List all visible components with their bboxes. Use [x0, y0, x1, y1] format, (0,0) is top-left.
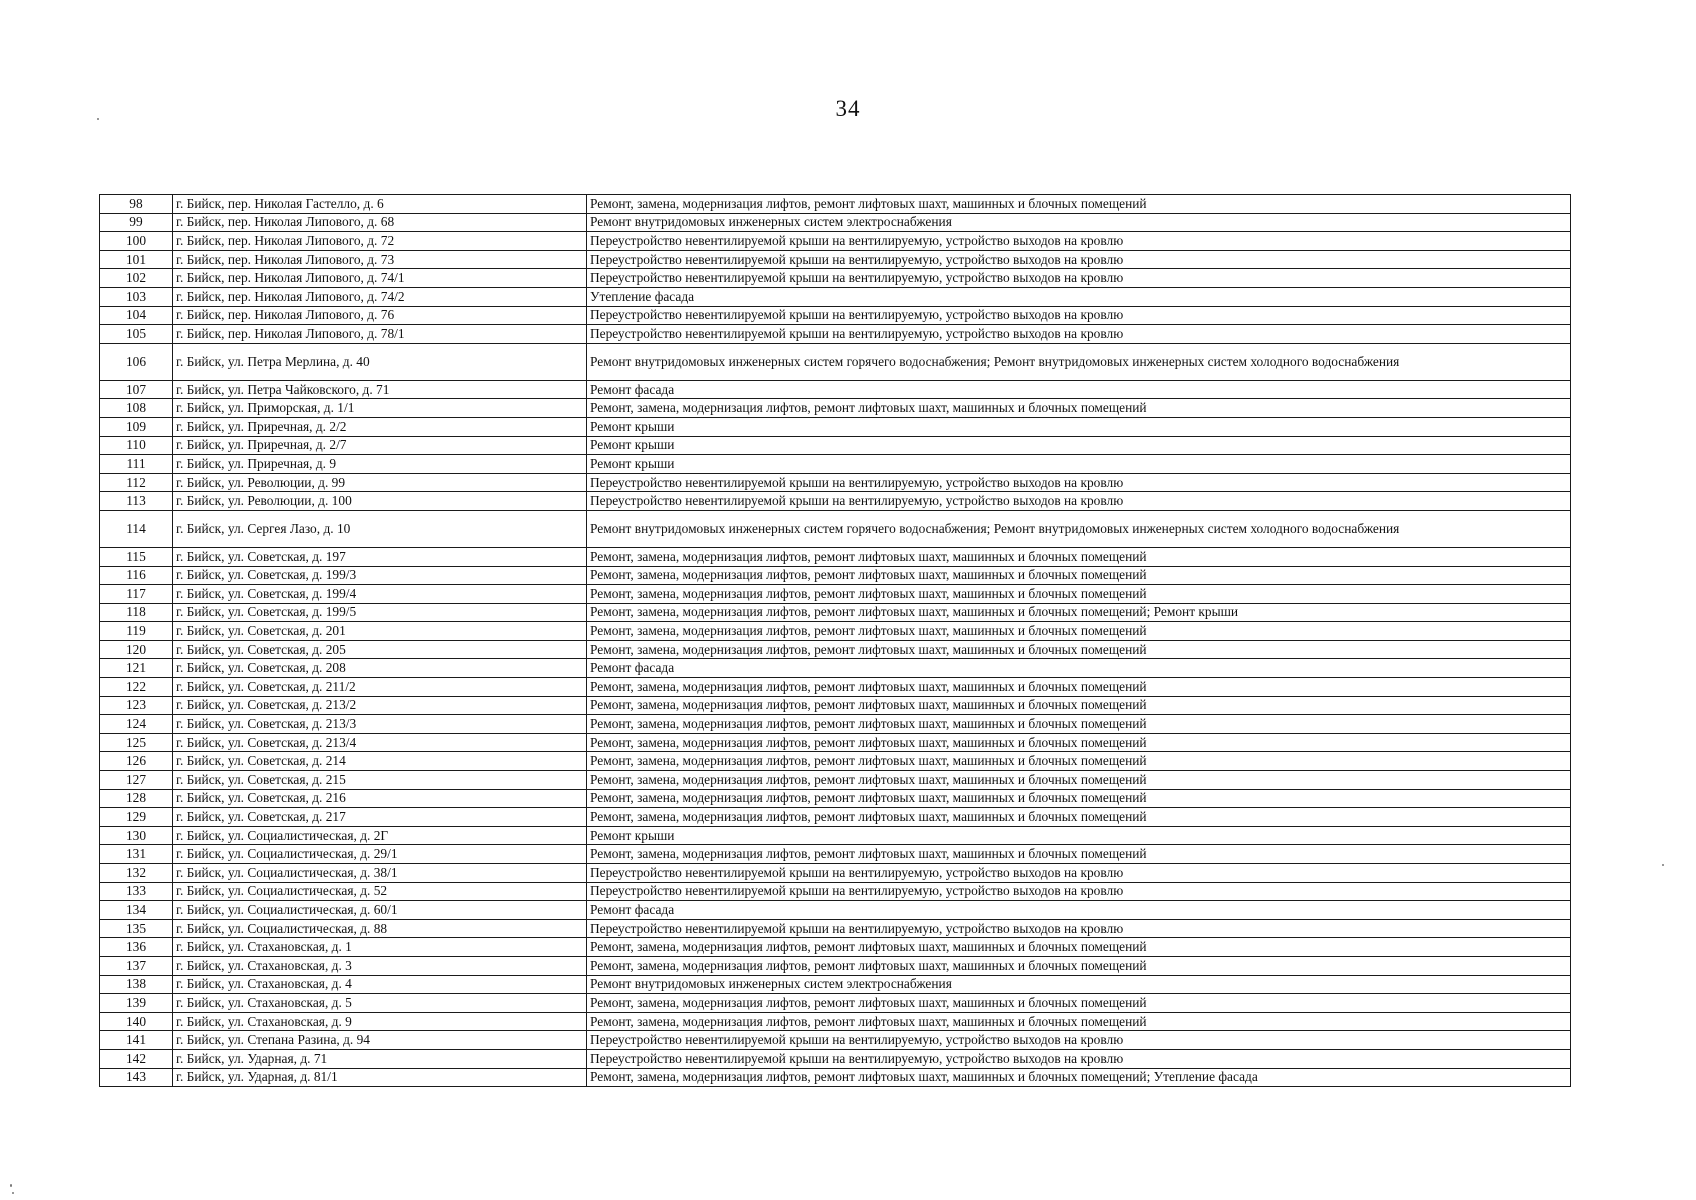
address-cell: г. Бийск, пер. Николая Липового, д. 73	[173, 250, 587, 269]
work-cell: Ремонт, замена, модернизация лифтов, ремонт лифтовых шахт, машинных и блочных помещений	[587, 622, 1571, 641]
table-row	[100, 325, 1571, 344]
table-body	[100, 195, 1571, 1087]
work-cell: Утепление фасада	[587, 287, 1571, 306]
table-row	[100, 715, 1571, 734]
table-row	[100, 975, 1571, 994]
table-row	[100, 269, 1571, 288]
table-row	[100, 938, 1571, 957]
table-row	[100, 994, 1571, 1013]
row-number: 118	[100, 603, 173, 622]
work-cell: Ремонт, замена, модернизация лифтов, ремонт лифтовых шахт, машинных и блочных помещений	[587, 752, 1571, 771]
table-row	[100, 901, 1571, 920]
work-cell: Ремонт, замена, модернизация лифтов, ремонт лифтовых шахт, машинных и блочных помещений; Ремонт крыши	[587, 603, 1571, 622]
work-cell: Ремонт, замена, модернизация лифтов, ремонт лифтовых шахт, машинных и блочных помещений	[587, 640, 1571, 659]
work-cell: Ремонт крыши	[587, 436, 1571, 455]
work-cell: Ремонт внутридомовых инженерных систем горячего водоснабжения; Ремонт внутридомовых инженерных систем холодного водоснабжения	[587, 510, 1571, 547]
table-row	[100, 1049, 1571, 1068]
row-number: 101	[100, 250, 173, 269]
work-cell: Ремонт фасада	[587, 901, 1571, 920]
address-cell: г. Бийск, пер. Николая Липового, д. 78/1	[173, 325, 587, 344]
address-cell: г. Бийск, пер. Николая Липового, д. 74/1	[173, 269, 587, 288]
table-row	[100, 399, 1571, 418]
address-cell: г. Бийск, ул. Советская, д. 199/4	[173, 585, 587, 604]
work-cell: Ремонт, замена, модернизация лифтов, ремонт лифтовых шахт, машинных и блочных помещений	[587, 771, 1571, 790]
work-cell: Ремонт, замена, модернизация лифтов, ремонт лифтовых шахт, машинных и блочных помещений; Утепление фасада	[587, 1068, 1571, 1087]
work-cell: Ремонт, замена, модернизация лифтов, ремонт лифтовых шахт, машинных и блочных помещений	[587, 808, 1571, 827]
address-cell: г. Бийск, пер. Николая Липового, д. 68	[173, 213, 587, 232]
work-cell: Ремонт, замена, модернизация лифтов, ремонт лифтовых шахт, машинных и блочных помещений	[587, 566, 1571, 585]
row-number: 131	[100, 845, 173, 864]
work-cell: Ремонт внутридомовых инженерных систем горячего водоснабжения; Ремонт внутридомовых инженерных систем холодного водоснабжения	[587, 343, 1571, 380]
table-row	[100, 343, 1571, 380]
table-row	[100, 1068, 1571, 1087]
row-number: 109	[100, 417, 173, 436]
address-cell: г. Бийск, ул. Стахановская, д. 1	[173, 938, 587, 957]
address-cell: г. Бийск, ул. Советская, д. 197	[173, 547, 587, 566]
row-number: 135	[100, 919, 173, 938]
work-cell: Ремонт, замена, модернизация лифтов, ремонт лифтовых шахт, машинных и блочных помещений	[587, 994, 1571, 1013]
work-cell: Переустройство невентилируемой крыши на вентилируемую, устройство выходов на кровлю	[587, 232, 1571, 251]
work-cell: Ремонт, замена, модернизация лифтов, ремонт лифтовых шахт, машинных и блочных помещений	[587, 789, 1571, 808]
table-row	[100, 808, 1571, 827]
row-number: 126	[100, 752, 173, 771]
address-cell: г. Бийск, ул. Советская, д. 211/2	[173, 678, 587, 697]
repair-table	[99, 194, 1571, 1087]
row-number: 102	[100, 269, 173, 288]
row-number: 100	[100, 232, 173, 251]
row-number: 123	[100, 696, 173, 715]
table-row	[100, 696, 1571, 715]
address-cell: г. Бийск, ул. Ударная, д. 81/1	[173, 1068, 587, 1087]
address-cell: г. Бийск, ул. Приречная, д. 2/7	[173, 436, 587, 455]
work-cell: Переустройство невентилируемой крыши на вентилируемую, устройство выходов на кровлю	[587, 1049, 1571, 1068]
work-cell: Ремонт внутридомовых инженерных систем электроснабжения	[587, 213, 1571, 232]
row-number: 124	[100, 715, 173, 734]
address-cell: г. Бийск, ул. Советская, д. 217	[173, 808, 587, 827]
row-number: 120	[100, 640, 173, 659]
address-cell: г. Бийск, пер. Николая Липового, д. 74/2	[173, 287, 587, 306]
row-number: 112	[100, 473, 173, 492]
table-row	[100, 417, 1571, 436]
address-cell: г. Бийск, ул. Стахановская, д. 4	[173, 975, 587, 994]
work-cell: Переустройство невентилируемой крыши на вентилируемую, устройство выходов на кровлю	[587, 492, 1571, 511]
address-cell: г. Бийск, ул. Советская, д. 208	[173, 659, 587, 678]
work-cell: Ремонт, замена, модернизация лифтов, ремонт лифтовых шахт, машинных и блочных помещений	[587, 399, 1571, 418]
table-row	[100, 547, 1571, 566]
address-cell: г. Бийск, ул. Советская, д. 199/3	[173, 566, 587, 585]
address-cell: г. Бийск, ул. Социалистическая, д. 60/1	[173, 901, 587, 920]
table-row	[100, 566, 1571, 585]
address-cell: г. Бийск, ул. Сергея Лазо, д. 10	[173, 510, 587, 547]
work-cell: Ремонт, замена, модернизация лифтов, ремонт лифтовых шахт, машинных и блочных помещений	[587, 547, 1571, 566]
work-cell: Ремонт, замена, модернизация лифтов, ремонт лифтовых шахт, машинных и блочных помещений	[587, 585, 1571, 604]
row-number: 121	[100, 659, 173, 678]
address-cell: г. Бийск, ул. Советская, д. 213/2	[173, 696, 587, 715]
row-number: 132	[100, 864, 173, 883]
row-number: 115	[100, 547, 173, 566]
table-row	[100, 380, 1571, 399]
row-number: 113	[100, 492, 173, 511]
row-number: 98	[100, 195, 173, 214]
address-cell: г. Бийск, ул. Социалистическая, д. 2Г	[173, 826, 587, 845]
row-number: 116	[100, 566, 173, 585]
address-cell: г. Бийск, ул. Революции, д. 99	[173, 473, 587, 492]
work-cell: Переустройство невентилируемой крыши на вентилируемую, устройство выходов на кровлю	[587, 269, 1571, 288]
table-row	[100, 232, 1571, 251]
address-cell: г. Бийск, ул. Приречная, д. 2/2	[173, 417, 587, 436]
work-cell: Переустройство невентилируемой крыши на вентилируемую, устройство выходов на кровлю	[587, 473, 1571, 492]
row-number: 139	[100, 994, 173, 1013]
table-row	[100, 845, 1571, 864]
address-cell: г. Бийск, ул. Приречная, д. 9	[173, 455, 587, 474]
table-row	[100, 473, 1571, 492]
address-cell: г. Бийск, пер. Николая Липового, д. 76	[173, 306, 587, 325]
table-row	[100, 510, 1571, 547]
row-number: 119	[100, 622, 173, 641]
address-cell: г. Бийск, ул. Советская, д. 205	[173, 640, 587, 659]
address-cell: г. Бийск, пер. Николая Гастелло, д. 6	[173, 195, 587, 214]
row-number: 117	[100, 585, 173, 604]
address-cell: г. Бийск, пер. Николая Липового, д. 72	[173, 232, 587, 251]
address-cell: г. Бийск, ул. Советская, д. 214	[173, 752, 587, 771]
table-row	[100, 640, 1571, 659]
work-cell: Ремонт внутридомовых инженерных систем электроснабжения	[587, 975, 1571, 994]
table-row	[100, 771, 1571, 790]
address-cell: г. Бийск, ул. Социалистическая, д. 29/1	[173, 845, 587, 864]
address-cell: г. Бийск, ул. Социалистическая, д. 52	[173, 882, 587, 901]
row-number: 143	[100, 1068, 173, 1087]
row-number: 105	[100, 325, 173, 344]
table-row	[100, 919, 1571, 938]
address-cell: г. Бийск, ул. Стахановская, д. 5	[173, 994, 587, 1013]
work-cell: Ремонт, замена, модернизация лифтов, ремонт лифтовых шахт, машинных и блочных помещений	[587, 845, 1571, 864]
work-cell: Переустройство невентилируемой крыши на вентилируемую, устройство выходов на кровлю	[587, 1031, 1571, 1050]
row-number: 108	[100, 399, 173, 418]
work-cell: Переустройство невентилируемой крыши на вентилируемую, устройство выходов на кровлю	[587, 882, 1571, 901]
table-row	[100, 306, 1571, 325]
repair-table-container	[99, 194, 1571, 1087]
table-row	[100, 864, 1571, 883]
table-row	[100, 436, 1571, 455]
table-row	[100, 455, 1571, 474]
row-number: 130	[100, 826, 173, 845]
work-cell: Ремонт, замена, модернизация лифтов, ремонт лифтовых шахт, машинных и блочных помещений	[587, 195, 1571, 214]
table-row	[100, 1012, 1571, 1031]
row-number: 129	[100, 808, 173, 827]
row-number: 127	[100, 771, 173, 790]
work-cell: Переустройство невентилируемой крыши на вентилируемую, устройство выходов на кровлю	[587, 919, 1571, 938]
address-cell: г. Бийск, ул. Советская, д. 213/4	[173, 733, 587, 752]
address-cell: г. Бийск, ул. Стахановская, д. 9	[173, 1012, 587, 1031]
table-row	[100, 733, 1571, 752]
table-row	[100, 752, 1571, 771]
address-cell: г. Бийск, ул. Стахановская, д. 3	[173, 956, 587, 975]
page-number: 34	[835, 96, 861, 121]
work-cell: Ремонт крыши	[587, 826, 1571, 845]
row-number: 137	[100, 956, 173, 975]
address-cell: г. Бийск, ул. Советская, д. 201	[173, 622, 587, 641]
work-cell: Ремонт фасада	[587, 659, 1571, 678]
table-row	[100, 585, 1571, 604]
work-cell: Ремонт крыши	[587, 455, 1571, 474]
address-cell: г. Бийск, ул. Советская, д. 216	[173, 789, 587, 808]
address-cell: г. Бийск, ул. Советская, д. 199/5	[173, 603, 587, 622]
row-number: 114	[100, 510, 173, 547]
scan-speck	[97, 118, 99, 120]
table-row	[100, 826, 1571, 845]
table-row	[100, 250, 1571, 269]
work-cell: Ремонт, замена, модернизация лифтов, ремонт лифтовых шахт, машинных и блочных помещений	[587, 1012, 1571, 1031]
row-number: 136	[100, 938, 173, 957]
address-cell: г. Бийск, ул. Социалистическая, д. 38/1	[173, 864, 587, 883]
address-cell: г. Бийск, ул. Советская, д. 213/3	[173, 715, 587, 734]
address-cell: г. Бийск, ул. Советская, д. 215	[173, 771, 587, 790]
address-cell: г. Бийск, ул. Петра Чайковского, д. 71	[173, 380, 587, 399]
row-number: 104	[100, 306, 173, 325]
table-row	[100, 213, 1571, 232]
row-number: 110	[100, 436, 173, 455]
table-row	[100, 492, 1571, 511]
table-row	[100, 1031, 1571, 1050]
table-row	[100, 287, 1571, 306]
address-cell: г. Бийск, ул. Петра Мерлина, д. 40	[173, 343, 587, 380]
work-cell: Переустройство невентилируемой крыши на вентилируемую, устройство выходов на кровлю	[587, 250, 1571, 269]
row-number: 125	[100, 733, 173, 752]
work-cell: Ремонт, замена, модернизация лифтов, ремонт лифтовых шахт, машинных и блочных помещений	[587, 715, 1571, 734]
row-number: 141	[100, 1031, 173, 1050]
row-number: 122	[100, 678, 173, 697]
table-row	[100, 789, 1571, 808]
work-cell: Ремонт, замена, модернизация лифтов, ремонт лифтовых шахт, машинных и блочных помещений	[587, 696, 1571, 715]
work-cell: Ремонт, замена, модернизация лифтов, ремонт лифтовых шахт, машинных и блочных помещений	[587, 733, 1571, 752]
address-cell: г. Бийск, ул. Социалистическая, д. 88	[173, 919, 587, 938]
scan-speck	[10, 1184, 12, 1187]
scan-speck	[12, 1192, 14, 1194]
work-cell: Переустройство невентилируемой крыши на вентилируемую, устройство выходов на кровлю	[587, 325, 1571, 344]
work-cell: Ремонт, замена, модернизация лифтов, ремонт лифтовых шахт, машинных и блочных помещений	[587, 956, 1571, 975]
table-row	[100, 603, 1571, 622]
address-cell: г. Бийск, ул. Ударная, д. 71	[173, 1049, 587, 1068]
row-number: 106	[100, 343, 173, 380]
row-number: 111	[100, 455, 173, 474]
row-number: 142	[100, 1049, 173, 1068]
work-cell: Переустройство невентилируемой крыши на вентилируемую, устройство выходов на кровлю	[587, 864, 1571, 883]
row-number: 99	[100, 213, 173, 232]
table-row	[100, 195, 1571, 214]
row-number: 138	[100, 975, 173, 994]
work-cell: Переустройство невентилируемой крыши на вентилируемую, устройство выходов на кровлю	[587, 306, 1571, 325]
row-number: 134	[100, 901, 173, 920]
work-cell: Ремонт фасада	[587, 380, 1571, 399]
row-number: 133	[100, 882, 173, 901]
row-number: 103	[100, 287, 173, 306]
table-row	[100, 678, 1571, 697]
table-row	[100, 956, 1571, 975]
address-cell: г. Бийск, ул. Приморская, д. 1/1	[173, 399, 587, 418]
table-row	[100, 659, 1571, 678]
row-number: 140	[100, 1012, 173, 1031]
work-cell: Ремонт крыши	[587, 417, 1571, 436]
address-cell: г. Бийск, ул. Степана Разина, д. 94	[173, 1031, 587, 1050]
table-row	[100, 622, 1571, 641]
work-cell: Ремонт, замена, модернизация лифтов, ремонт лифтовых шахт, машинных и блочных помещений	[587, 938, 1571, 957]
table-row	[100, 882, 1571, 901]
scan-speck	[1662, 864, 1664, 866]
address-cell: г. Бийск, ул. Революции, д. 100	[173, 492, 587, 511]
work-cell: Ремонт, замена, модернизация лифтов, ремонт лифтовых шахт, машинных и блочных помещений	[587, 678, 1571, 697]
row-number: 107	[100, 380, 173, 399]
row-number: 128	[100, 789, 173, 808]
